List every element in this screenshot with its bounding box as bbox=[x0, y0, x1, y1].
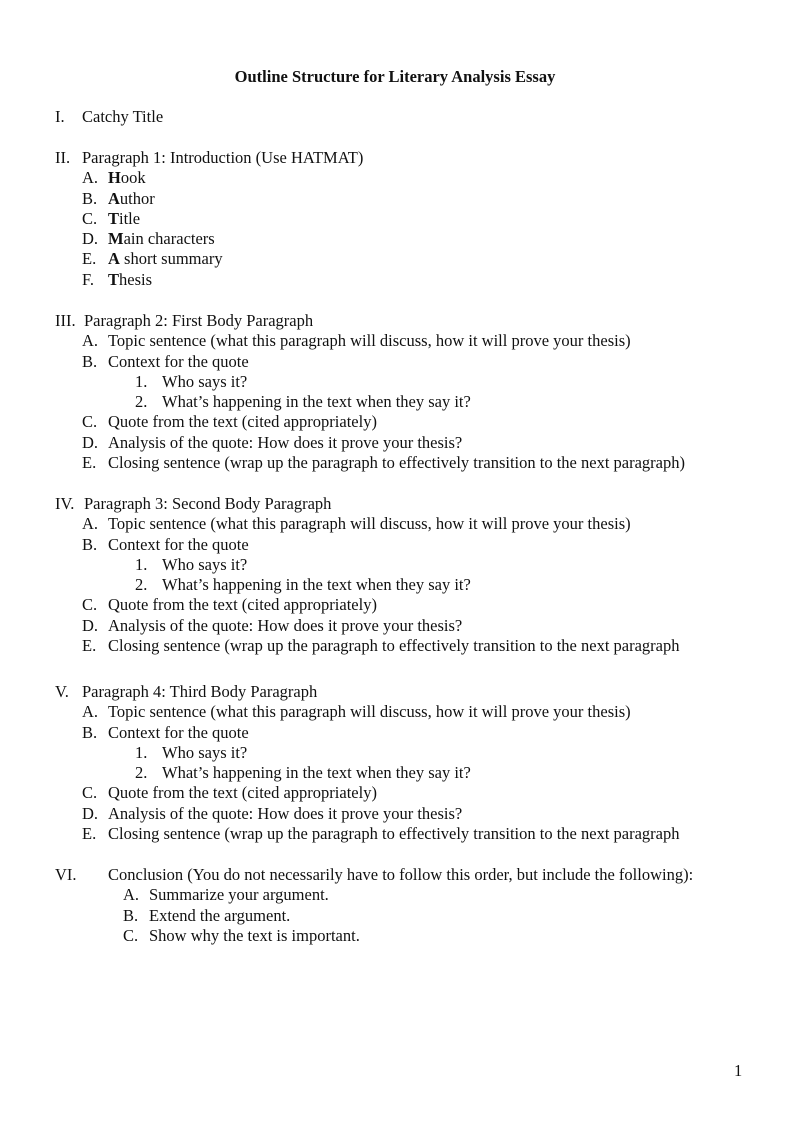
page-number: 1 bbox=[734, 1061, 743, 1080]
section-v-heading bbox=[0, 682, 790, 702]
item-marker: 1. bbox=[135, 554, 148, 574]
item-text: Quote from the text (cited appropriately) bbox=[108, 412, 377, 432]
item-marker: D. bbox=[82, 432, 99, 452]
item-text bbox=[108, 229, 215, 249]
item-text: Extend the argument. bbox=[149, 905, 291, 925]
roman-numeral: II. bbox=[55, 148, 71, 167]
item-text bbox=[108, 209, 140, 229]
list-item bbox=[0, 824, 790, 844]
item-initial: H bbox=[108, 168, 121, 188]
item-text: Who says it? bbox=[162, 742, 248, 762]
item-marker: D. bbox=[82, 229, 99, 249]
item-marker: C. bbox=[123, 925, 139, 945]
item-marker: E. bbox=[82, 249, 97, 269]
item-text: Quote from the text (cited appropriately) bbox=[108, 595, 377, 615]
item-text: Analysis of the quote: How does it prove your thesis? bbox=[108, 432, 463, 452]
item-marker: C. bbox=[82, 595, 98, 615]
item-text: Context for the quote bbox=[108, 722, 249, 742]
list-item bbox=[0, 702, 790, 722]
section-iii-heading bbox=[0, 311, 790, 331]
roman-numeral: VI. bbox=[55, 865, 77, 884]
item-marker: A. bbox=[82, 514, 99, 534]
item-marker: C. bbox=[82, 783, 98, 803]
item-rest: hesis bbox=[119, 269, 153, 289]
list-item bbox=[0, 168, 790, 188]
item-marker: E. bbox=[82, 636, 97, 656]
heading-text: Paragraph 1: Introduction (Use HATMAT) bbox=[82, 148, 364, 167]
item-text bbox=[108, 249, 223, 269]
item-marker: C. bbox=[82, 412, 98, 432]
item-marker: B. bbox=[82, 351, 98, 371]
item-text: Context for the quote bbox=[108, 534, 249, 554]
list-item bbox=[0, 453, 790, 473]
section-vi bbox=[0, 865, 790, 946]
list-item bbox=[0, 535, 790, 555]
item-marker: B. bbox=[82, 188, 98, 208]
list-item bbox=[0, 926, 790, 946]
item-marker: E. bbox=[82, 824, 97, 844]
item-marker: B. bbox=[123, 905, 139, 925]
section-vi-heading bbox=[0, 865, 790, 885]
item-marker: B. bbox=[82, 534, 98, 554]
sub-list-item bbox=[0, 575, 790, 595]
roman-numeral: V. bbox=[55, 682, 69, 701]
item-text: Closing sentence (wrap up the paragraph to effectively transition to the next paragraph bbox=[108, 636, 680, 656]
item-marker: 1. bbox=[135, 371, 148, 391]
item-text: Quote from the text (cited appropriately) bbox=[108, 783, 377, 803]
item-text: What’s happening in the text when they say it? bbox=[162, 392, 471, 412]
section-i bbox=[0, 107, 790, 127]
list-item bbox=[0, 249, 790, 269]
item-marker: F. bbox=[82, 269, 94, 289]
heading-text: Catchy Title bbox=[82, 107, 164, 126]
item-text: Summarize your argument. bbox=[149, 885, 329, 905]
list-item bbox=[0, 229, 790, 249]
item-text: Topic sentence (what this paragraph will discuss, how it will prove your thesis) bbox=[108, 702, 631, 722]
item-rest: short summary bbox=[119, 249, 223, 269]
item-text: Show why the text is important. bbox=[149, 925, 360, 945]
list-item bbox=[0, 783, 790, 803]
list-item bbox=[0, 906, 790, 926]
list-item bbox=[0, 804, 790, 824]
list-item bbox=[0, 331, 790, 351]
section-ii-heading bbox=[0, 148, 790, 168]
sub-list-item bbox=[0, 372, 790, 392]
section-iv-heading bbox=[0, 494, 790, 514]
list-item bbox=[0, 209, 790, 229]
item-marker: 2. bbox=[135, 763, 148, 783]
item-initial: A bbox=[108, 249, 120, 269]
item-text: Closing sentence (wrap up the paragraph to effectively transition to the next paragraph bbox=[108, 824, 680, 844]
item-text: What’s happening in the text when they say it? bbox=[162, 575, 471, 595]
list-item bbox=[0, 885, 790, 905]
roman-numeral: III. bbox=[55, 311, 76, 330]
item-marker: 1. bbox=[135, 742, 148, 762]
list-item bbox=[0, 636, 790, 656]
item-initial: T bbox=[108, 208, 120, 228]
section-ii bbox=[0, 148, 790, 290]
item-text: Topic sentence (what this paragraph will discuss, how it will prove your thesis) bbox=[108, 331, 631, 351]
item-rest: uthor bbox=[119, 188, 155, 208]
item-text: What’s happening in the text when they say it? bbox=[162, 763, 471, 783]
heading-text: Conclusion (You do not necessarily have to follow this order, but include the following): bbox=[108, 865, 694, 884]
sub-list-item bbox=[0, 763, 790, 783]
list-item bbox=[0, 412, 790, 432]
item-text: Who says it? bbox=[162, 554, 248, 574]
item-text: Closing sentence (wrap up the paragraph to effectively transition to the next paragraph) bbox=[108, 453, 685, 473]
item-text bbox=[108, 189, 155, 209]
section-iii bbox=[0, 311, 790, 473]
list-item bbox=[0, 433, 790, 453]
list-item bbox=[0, 270, 790, 290]
item-initial: A bbox=[108, 188, 120, 208]
item-text: Who says it? bbox=[162, 371, 248, 391]
section-v bbox=[0, 682, 790, 844]
item-text bbox=[108, 270, 152, 290]
list-item bbox=[0, 189, 790, 209]
item-text bbox=[108, 168, 146, 188]
list-item bbox=[0, 352, 790, 372]
item-text: Context for the quote bbox=[108, 351, 249, 371]
sub-list-item bbox=[0, 555, 790, 575]
item-marker: D. bbox=[82, 615, 99, 635]
heading-text: Paragraph 3: Second Body Paragraph bbox=[84, 494, 332, 513]
item-text: Topic sentence (what this paragraph will discuss, how it will prove your thesis) bbox=[108, 514, 631, 534]
item-marker: E. bbox=[82, 453, 97, 473]
item-marker: A. bbox=[123, 885, 140, 905]
item-initial: M bbox=[108, 229, 124, 249]
section-i-heading bbox=[0, 107, 790, 127]
item-marker: D. bbox=[82, 803, 99, 823]
item-marker: A. bbox=[82, 331, 99, 351]
list-item bbox=[0, 616, 790, 636]
roman-numeral: IV. bbox=[55, 494, 75, 513]
item-marker: 2. bbox=[135, 392, 148, 412]
item-text: Analysis of the quote: How does it prove your thesis? bbox=[108, 803, 463, 823]
item-marker: A. bbox=[82, 168, 99, 188]
item-rest: itle bbox=[119, 208, 141, 228]
item-initial: T bbox=[108, 269, 120, 289]
heading-text: Paragraph 2: First Body Paragraph bbox=[84, 311, 314, 330]
list-item bbox=[0, 723, 790, 743]
item-rest: ook bbox=[120, 168, 146, 188]
roman-numeral: I. bbox=[55, 107, 65, 126]
list-item bbox=[0, 514, 790, 534]
item-marker: C. bbox=[82, 208, 98, 228]
item-marker: 2. bbox=[135, 575, 148, 595]
item-marker: A. bbox=[82, 702, 99, 722]
item-rest: ain characters bbox=[123, 229, 215, 249]
sub-list-item bbox=[0, 392, 790, 412]
section-iv bbox=[0, 494, 790, 656]
item-text: Analysis of the quote: How does it prove your thesis? bbox=[108, 615, 463, 635]
sub-list-item bbox=[0, 743, 790, 763]
document-title: Outline Structure for Literary Analysis Essay bbox=[234, 67, 556, 86]
list-item bbox=[0, 595, 790, 615]
heading-text: Paragraph 4: Third Body Paragraph bbox=[82, 682, 318, 701]
item-marker: B. bbox=[82, 722, 98, 742]
